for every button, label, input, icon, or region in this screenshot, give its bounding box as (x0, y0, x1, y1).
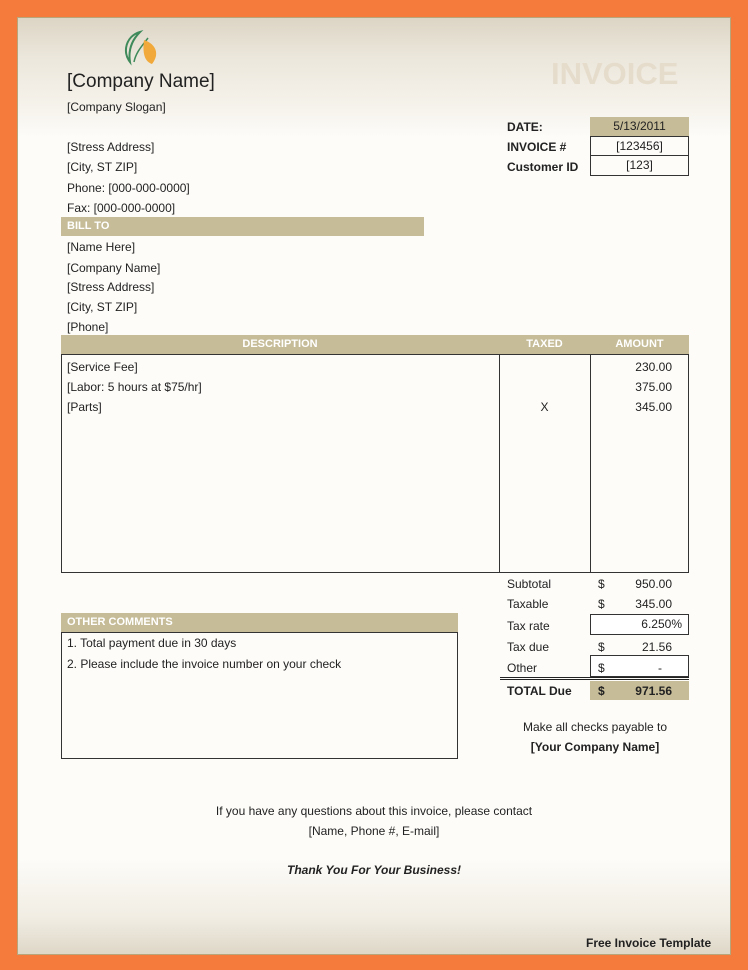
date-value: 5/13/2011 (590, 117, 689, 136)
subtotal-value: 950.00 (635, 577, 672, 591)
payable-company: [Your Company Name] (530, 740, 660, 754)
invoice-number-label: INVOICE # (507, 140, 567, 154)
customer-id-value: [123] (590, 155, 689, 176)
taxable-label: Taxable (507, 597, 549, 611)
bill-to-header: BILL TO (61, 217, 424, 236)
customer-id-label: Customer ID (507, 160, 579, 174)
item-amount: 375.00 (635, 380, 672, 394)
thank-you-note: Thank You For Your Business! (286, 863, 462, 877)
comment-line: 2. Please include the invoice number on your check (67, 657, 342, 671)
comment-line: 1. Total payment due in 30 days (67, 636, 237, 650)
taxable-value: 345.00 (635, 597, 672, 611)
total-due-value: 971.56 (635, 684, 672, 698)
tax-rate-label: Tax rate (507, 619, 550, 633)
currency-symbol: $ (598, 640, 605, 654)
comments-header: OTHER COMMENTS (61, 613, 458, 632)
item-description: [Parts] (67, 400, 102, 414)
template-credit: Free Invoice Template (586, 936, 712, 950)
tax-due-label: Tax due (507, 640, 550, 654)
subtotal-label: Subtotal (507, 577, 552, 591)
bill-to-line: [City, ST ZIP] (67, 300, 138, 314)
address-line: Phone: [000-000-0000] (67, 181, 190, 195)
invoice-title: INVOICE (551, 56, 679, 91)
other-value: - (658, 661, 662, 675)
item-amount: 345.00 (635, 400, 672, 414)
tax-rate-value[interactable]: 6.250% (590, 614, 689, 635)
bill-to-line: [Name Here] (67, 240, 136, 254)
invoice-number-value: [123456] (590, 136, 689, 156)
currency-symbol: $ (598, 597, 605, 611)
currency-symbol: $ (598, 684, 605, 698)
address-line: Fax: [000-000-0000] (67, 201, 176, 215)
comments-box (61, 632, 458, 759)
column-header-description: DESCRIPTION (61, 335, 499, 354)
other-label: Other (507, 661, 538, 675)
company-name: [Company Name] (67, 71, 215, 92)
item-description: [Labor: 5 hours at $75/hr] (67, 380, 202, 394)
currency-symbol: $ (598, 577, 605, 591)
bill-to-line: [Company Name] (67, 261, 161, 275)
item-taxed: X (540, 400, 549, 414)
date-label: DATE: (507, 120, 543, 134)
item-description: [Service Fee] (67, 360, 138, 374)
total-due-label: TOTAL Due (507, 684, 572, 698)
address-line: [City, ST ZIP] (67, 160, 138, 174)
address-line: [Stress Address] (67, 140, 155, 154)
item-amount: 230.00 (635, 360, 672, 374)
column-header-taxed: TAXED (499, 335, 590, 354)
company-logo-icon (118, 28, 164, 68)
contact-details: [Name, Phone #, E-mail] (308, 824, 440, 838)
payable-note: Make all checks payable to (522, 720, 668, 734)
tax-due-value: 21.56 (641, 640, 672, 654)
company-slogan: [Company Slogan] (67, 100, 166, 114)
contact-note: If you have any questions about this invoice, please contact (215, 804, 533, 818)
currency-symbol: $ (598, 661, 605, 675)
bill-to-line: [Phone] (67, 320, 109, 334)
column-header-amount: AMOUNT (590, 335, 689, 354)
bill-to-line: [Stress Address] (67, 280, 155, 294)
